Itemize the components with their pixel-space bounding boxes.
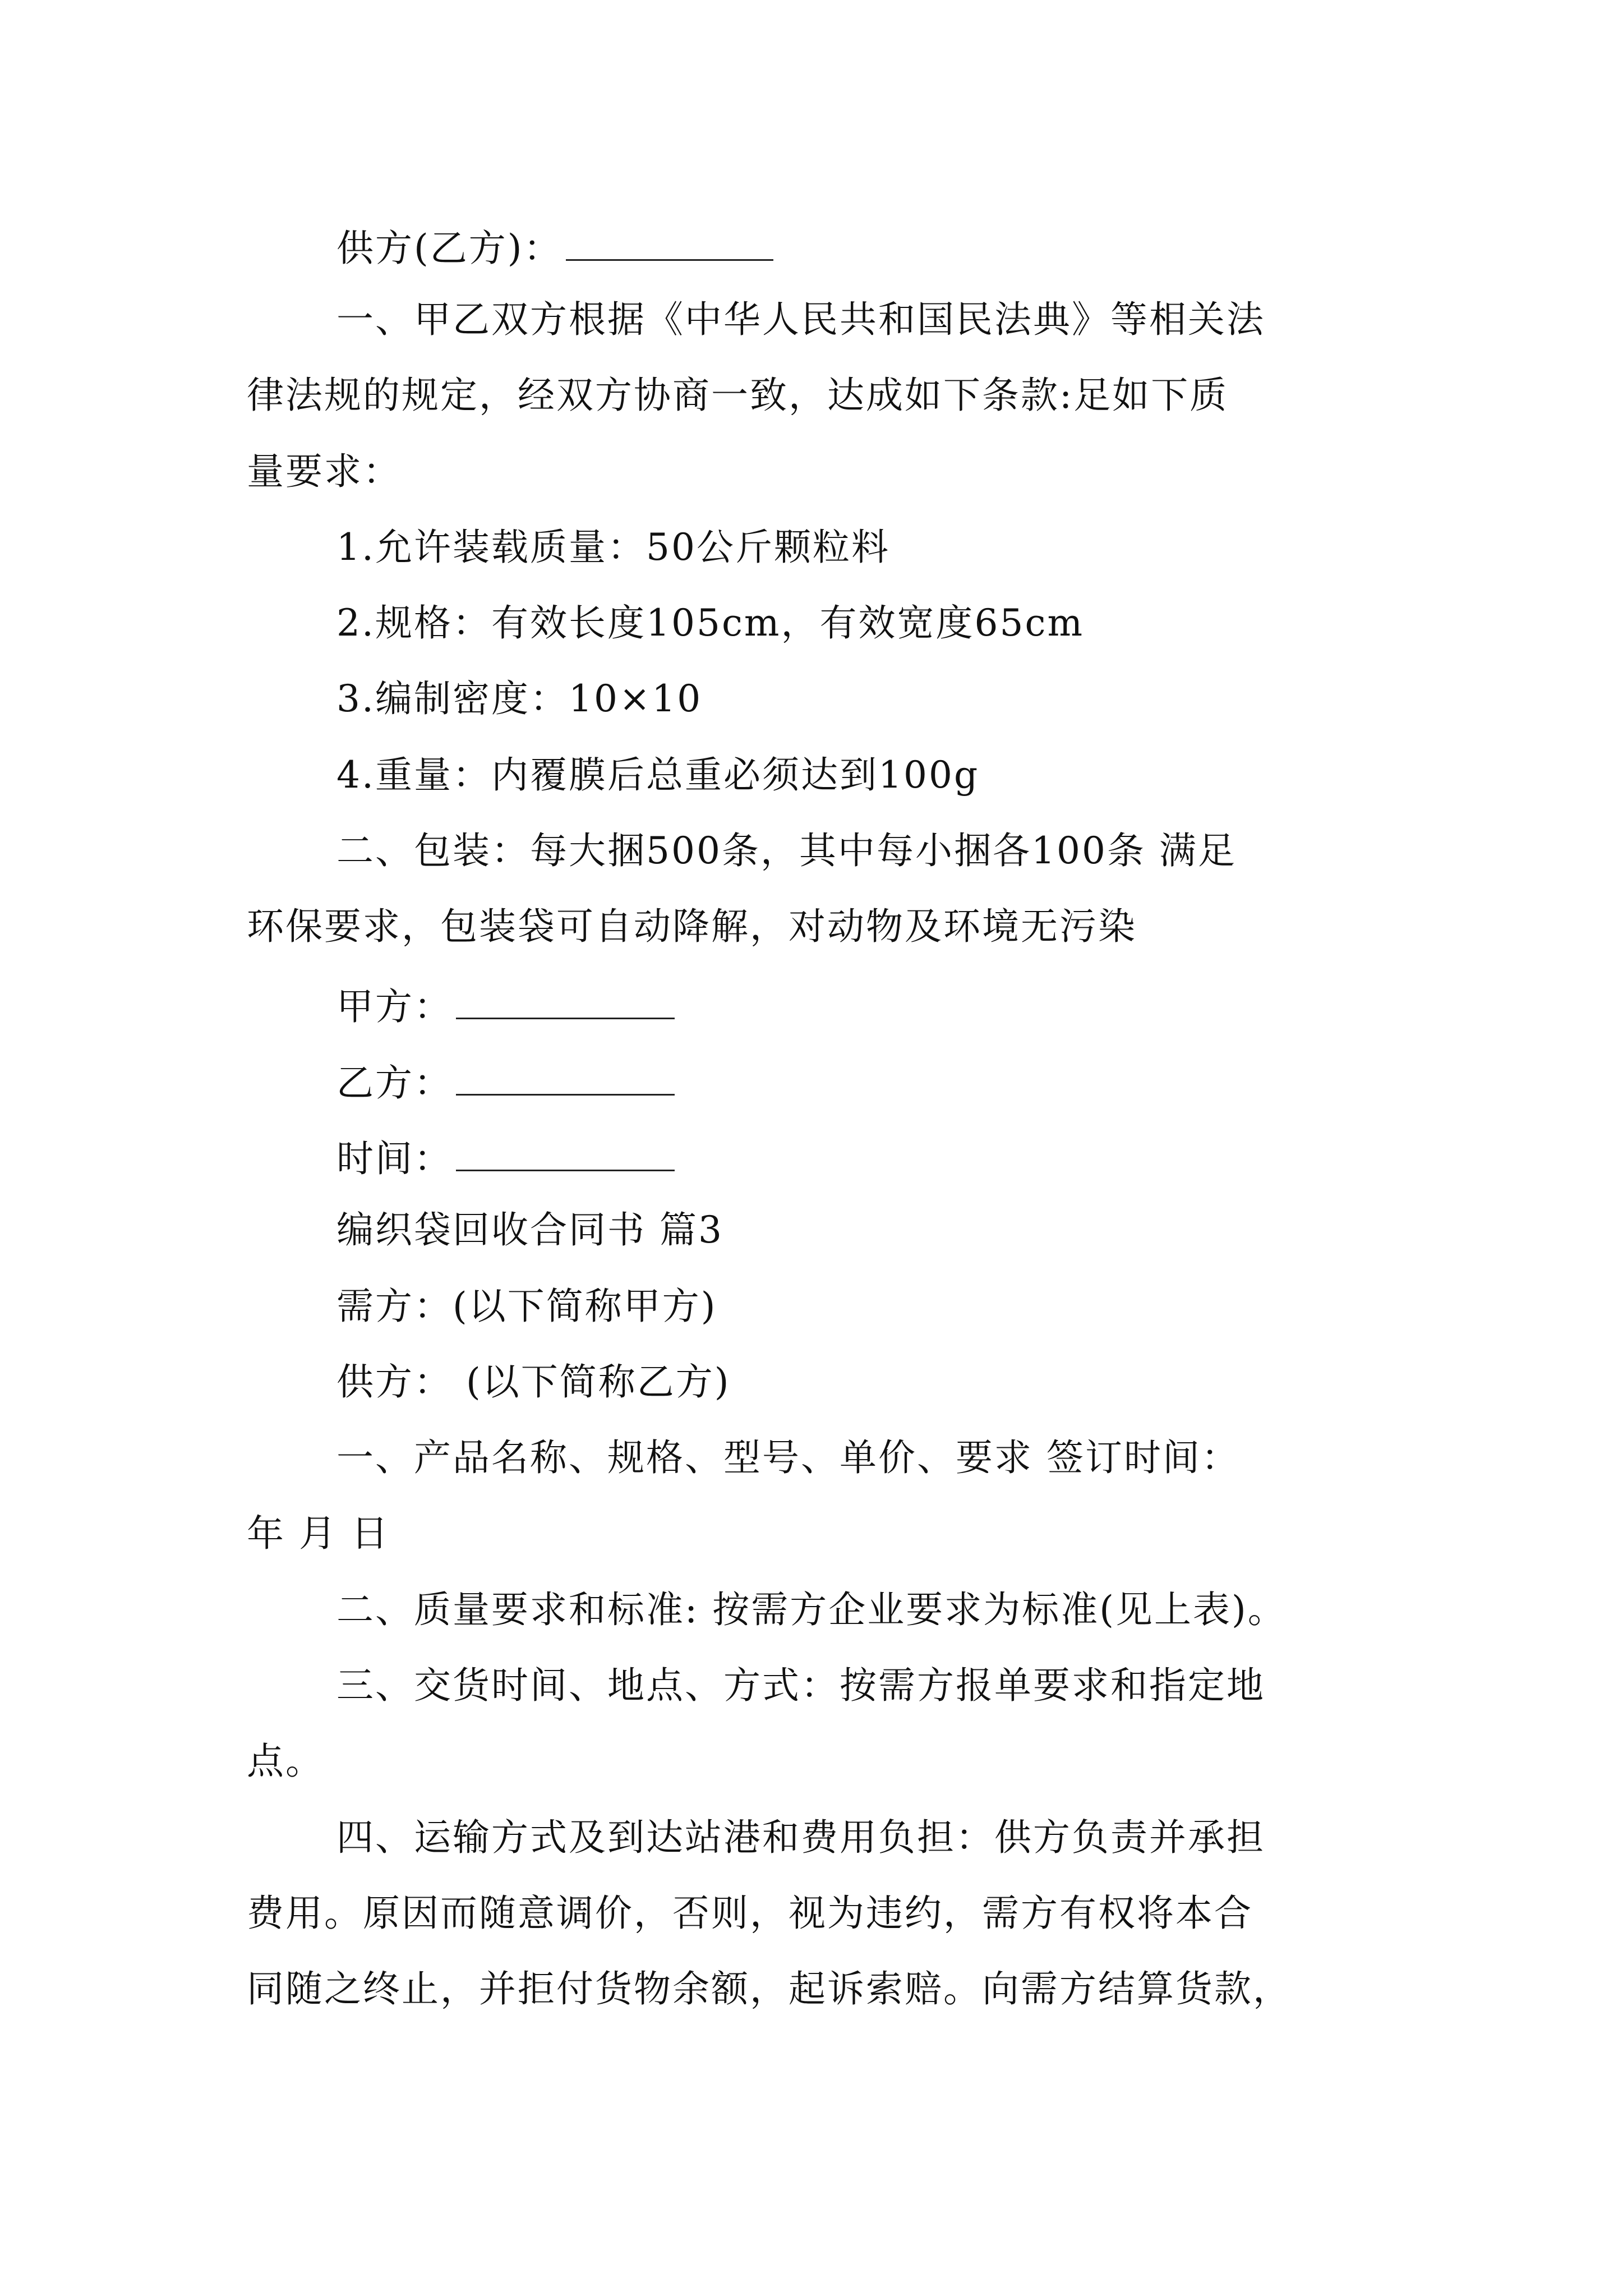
paragraph-line: 同随之终止，并拒付货物余额，起诉索赔。向需方结算货款， [247,1967,1292,2010]
party-b-line [336,1060,675,1105]
paragraph-line: 一、产品名称、规格、型号、单价、要求 签订时间： [336,1436,1240,1479]
list-item: 4.重量：内覆膜后总重必须达到100g [336,753,980,797]
list-item: 1.允许装载质量：50公斤颗粒料 [336,526,890,569]
party-b-label: 乙方： [336,1061,453,1105]
date-label: 时间： [336,1137,453,1180]
date-line [336,1136,675,1180]
paragraph-line: 环保要求，包装袋可自动降解，对动物及环境无污染 [247,905,1137,948]
list-item: 2.规格：有效长度105cm，有效宽度65cm [336,601,1085,645]
party-a-label: 甲方： [336,985,453,1028]
signature-blank [456,1060,675,1096]
list-item: 3.编制密度：10×10 [336,677,703,720]
signature-blank [566,226,773,261]
signature-blank [456,984,675,1019]
paragraph-line: 量要求： [247,450,402,493]
paragraph-line: 供方： (以下简称乙方) [336,1360,731,1404]
party-a-line [336,984,675,1028]
paragraph-line: 律法规的规定，经双方协商一致，达成如下条款:足如下质 [247,374,1229,417]
paragraph-line: 费用。原因而随意调价，否则，视为违约，需方有权将本合 [247,1892,1253,1935]
supplier-party-label: 供方(乙方)： [336,227,562,270]
paragraph-line: 四、运输方式及到达站港和费用负担：供方负责并承担 [336,1816,1265,1859]
paragraph-line: 三、交货时间、地点、方式：按需方报单要求和指定地 [336,1664,1265,1707]
paragraph-line: 二、包装：每大捆500条，其中每小捆各100条 满足 [336,829,1237,872]
paragraph-line: 一、甲乙双方根据《中华人民共和国民法典》等相关法 [336,298,1265,341]
paragraph-line: 二、质量要求和标准: 按需方企业要求为标准(见上表)。 [336,1588,1287,1631]
section-title: 编织袋回收合同书 篇3 [336,1208,723,1251]
paragraph-line: 年 月 日 [247,1512,390,1555]
signature-blank [456,1136,675,1171]
supplier-party-line [336,226,773,270]
paragraph-line: 点。 [247,1740,324,1783]
paragraph-line: 需方：(以下简称甲方) [336,1285,717,1328]
